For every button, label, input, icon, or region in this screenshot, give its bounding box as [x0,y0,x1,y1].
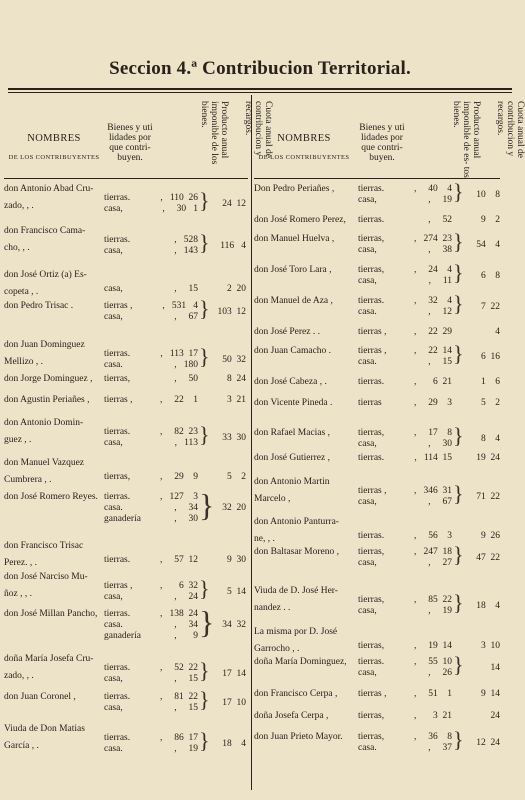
property-type: tierras , [104,395,133,405]
brace-mark: } [453,423,464,448]
property-type: tierras , [104,301,133,311]
contributor-name-line: don Antonio Abad Cru- [4,184,94,194]
tax-amount: 9 30 [227,555,246,565]
property-type: casa. [104,620,123,630]
property-type: tierras. [358,215,385,225]
contributor-name [4,392,104,409]
contributor-name-line: guez , . [4,435,32,445]
contributor-name [4,371,104,388]
page-title: Seccion 4.ª Contribucion Territorial. [109,58,411,79]
product-value: , 57 12 [160,555,198,565]
property-type: tierras , [358,486,387,496]
product-value: , 346 31 [414,486,452,496]
tax-amount: 5 14 [227,586,246,597]
contributor-name-line: don Pedro Trisac . [4,301,74,311]
property-type: tierras, [358,234,385,244]
property-type: tierras. [104,692,131,702]
product-value: , 15 [428,357,452,367]
contributor-name-line: don Juan Camacho . [254,346,332,356]
product-value: , 30 [174,514,198,524]
right-header [254,95,525,178]
contributor-name-line: don Manuel de Aza , [254,296,333,306]
header-cuota-right: Cuota anual de contribucion y recargos. [495,101,525,158]
contributor-name-line: don Manuel Huelva , [254,234,335,244]
contributor-name-line: Viuda de Don Matias [4,724,85,734]
product-value: , 110 26 [160,193,198,203]
product-value: , 67 [174,312,198,322]
brace-mark: } [199,487,215,523]
product-value: , 56 3 [414,531,452,541]
product-value: , 274 23 [414,234,452,244]
property-type: tierras. [104,193,131,203]
brace-mark: } [453,341,464,366]
contributor-name-line: don Antonio Domin- [4,418,84,428]
contributor-name-line: don José Romero Reyes. [4,492,98,502]
contributor-name [254,729,354,746]
brace-mark: } [453,291,464,316]
brace-mark: } [199,728,210,753]
tax-amount: 14 [490,662,500,673]
property-type: casa, [104,284,123,294]
contributor-name-line: don Agustin Periañes , [4,395,90,405]
property-type: tierras, [358,711,385,721]
brace-mark: } [199,604,215,640]
contributor-name-line: don José Romero Perez, [254,215,346,225]
contributor-name-line: Mellizo , . [4,357,44,367]
contributor-name [254,514,354,548]
contributor-name [4,298,104,315]
brace-mark: } [199,230,210,255]
contributor-name [254,624,354,658]
product-value: , 40 4 [414,184,452,194]
top-rule [8,88,512,90]
property-type: casa. [358,357,377,367]
tax-amount: 103 12 [217,306,246,317]
contributor-name [254,343,354,360]
contributor-name-line: Garrocho , . [254,644,300,654]
product-value: , 81 22 [160,692,198,702]
product-value: , 3 21 [414,711,452,721]
property-type: tierras. [104,555,131,565]
property-type: casa, [104,703,123,713]
product-value: , 34 [174,503,198,513]
property-type: casa. [358,307,377,317]
brace-mark: } [199,658,210,683]
tax-amount: 4 [495,327,500,337]
product-value: , 113 [174,438,198,448]
brace-mark: } [199,188,210,213]
tax-amount: 12 24 [476,737,500,748]
contributor-name-line: nandez . . [254,603,291,613]
tax-amount: 1 6 [481,377,500,387]
product-value: , 29 3 [414,398,452,408]
property-type: casa, [358,606,377,616]
contributor-name [4,489,104,506]
tax-amount: 71 22 [476,491,500,502]
tax-amount: 50 32 [222,354,246,365]
brace-mark: } [453,652,464,677]
product-value: , 38 [428,245,452,255]
header-bienes-right: Bienes y uti lidades por que contri- buyen. [359,123,405,163]
tax-amount: 17 14 [222,668,246,679]
tax-amount: 3 10 [481,641,500,651]
contributor-name-line: zado, , . [4,201,34,211]
contributor-name-line: don Juan Prieto Mayor. [254,732,343,742]
product-value: , 6 32 [160,581,198,591]
contributor-name [4,337,104,371]
product-value: , 67 [428,497,452,507]
brace-mark: } [199,576,210,601]
brace-mark: } [453,542,464,567]
property-type: tierras. [104,427,131,437]
contributor-name-line: Viuda de D. José Her- [254,586,338,596]
contributor-name-line: don Francisco Cama- [4,226,86,236]
contributor-name-line: La misma por D. José [254,627,338,637]
contributor-name [254,231,354,248]
product-value: , 528 [174,235,198,245]
contributor-name [254,686,354,703]
product-value: , 50 [174,374,198,384]
contributor-name [254,544,354,561]
tax-amount: 18 4 [222,738,246,749]
contributor-name-line: ne, , . [254,534,275,544]
left-header [4,95,273,178]
product-value: , 17 8 [414,428,452,438]
brace-mark: } [453,590,464,615]
product-value: , 6 21 [414,377,452,387]
product-value: , 22 29 [414,327,452,337]
tax-amount: 6 8 [481,270,500,281]
contributor-name-line: don José Gutierrez , [254,453,330,463]
brace-mark: } [199,687,210,712]
brace-mark: } [453,260,464,285]
property-type: casa. [358,743,377,753]
contributor-name-line: don Antonio Panturra- [254,517,339,527]
header-producto-right: Producto anual imponible de es- tos bienes. [451,101,481,178]
property-type: casa, [358,439,377,449]
tax-amount: 9 14 [481,689,500,699]
product-value: , 531 4 [162,301,198,311]
right-column [254,95,525,800]
contributor-name-line: don Francisco Cerpa , [254,689,338,699]
product-value: , 52 22 [160,663,198,673]
property-type: tierras , [358,346,387,356]
contributor-name [4,569,104,603]
tax-amount: 32 20 [222,503,246,513]
contributor-name [4,651,104,685]
property-type: tierras. [358,296,385,306]
property-type: tierras, [104,374,131,384]
top-rule-thin [8,92,512,93]
contributor-name-line: don Juan Dominguez [4,340,85,350]
brace-mark: } [199,422,210,447]
contributor-name-line: García , . [4,741,39,751]
contributor-name-line: doña Josefa Cerpa , [254,711,329,721]
property-type: casa. [104,744,123,754]
contributor-name-line: Marcelo , [254,494,291,504]
contributor-name-line: don Baltasar Moreno , [254,547,339,557]
contributor-name-line: don Vicente Pineda . [254,398,333,408]
property-type: casa, [358,245,377,255]
contributor-name [254,583,354,617]
header-names [4,133,104,163]
property-type: tierras. [104,492,131,502]
tax-amount: 9 26 [481,531,500,541]
tax-amount: 10 8 [476,189,500,200]
brace-mark: } [453,727,464,752]
contributor-name-line: don Manuel Vazquez [4,458,85,468]
property-type: tierras. [358,184,385,194]
contributor-name-line: ñoz , , . [4,589,32,599]
contributor-name-line: cho, , . [4,243,30,253]
product-value: , 51 1 [414,689,452,699]
contributor-name [4,721,104,755]
tax-amount: 9 2 [481,215,500,225]
property-type: casa. [104,503,123,513]
property-type: casa, [104,312,123,322]
header-cuota: Cuota anual de contribucion y recargos. [243,101,273,158]
product-value: , 32 4 [414,296,452,306]
tax-amount: 3 21 [227,395,246,405]
product-value: , 85 22 [414,595,452,605]
contributor-name [4,538,104,572]
product-value: , 15 [174,703,198,713]
product-value: , 34 [174,620,198,630]
product-value: , 24 4 [414,265,452,275]
tax-amount: 33 30 [222,432,246,443]
property-type: tierras, [358,265,385,275]
contributor-name-line: don José Toro Lara , [254,265,332,275]
property-type: tierras, [358,547,385,557]
contributor-name-line: don José Perez . . [254,327,320,337]
product-value: , 26 [428,668,452,678]
header-producto: Producto anual imponible de los bienes. [199,101,229,165]
tax-amount: 18 4 [476,600,500,611]
contributor-name [4,223,104,257]
header-names-right [254,133,354,163]
contributor-name-line: don José Millan Pancho, [4,609,98,619]
property-type: casa, [358,668,377,678]
product-value: , 36 8 [414,732,452,742]
product-value: , 24 [174,592,198,602]
contributor-name [254,262,354,279]
contributor-name-line: don Juan Coronel , [4,692,76,702]
contributor-name-line: Don Pedro Periañes , [254,184,335,194]
property-type: tierras , [358,689,387,699]
property-type: tierras. [104,235,131,245]
property-type: casa, [104,592,123,602]
property-type: casa, [358,276,377,286]
contributor-name-line: doña María Josefa Cru- [4,654,94,664]
contributor-name-line: don José Ortiz (a) Es- [4,270,87,280]
property-type: tierras, [358,641,385,651]
contributor-name [254,450,354,467]
product-value: , 143 [174,246,198,256]
header-bienes: Bienes y uti lidades por que contri- buyen. [107,123,153,163]
property-type: tierras, [358,428,385,438]
contributor-name [254,654,354,671]
tax-amount: 17 10 [222,697,246,708]
product-value: , 22 14 [414,346,452,356]
contributor-name-line: don Rafael Macias , [254,428,330,438]
product-value: , 19 [428,606,452,616]
contributor-name [4,455,104,489]
header-names-title-right: NOMBRES [277,133,331,144]
contributor-name [254,293,354,310]
product-value: , 12 [428,307,452,317]
property-type: ganadería [104,514,141,524]
tax-amount: 54 4 [476,239,500,250]
product-value: , 86 17 [160,733,198,743]
property-type: tierras. [104,609,131,619]
product-value: , 114 15 [414,453,452,463]
product-value: , 180 [174,360,198,370]
header-names-subtitle: DE LOS CONTRIBUYENTES [8,154,100,161]
contributor-name [254,212,354,229]
product-value: , 27 [428,558,452,568]
product-value: , 19 14 [414,641,452,651]
property-type: tierras. [104,733,131,743]
property-type: casa, [104,438,123,448]
property-type: casa, [104,674,123,684]
product-value: , 127 3 [160,492,198,502]
property-type: tierras. [358,531,385,541]
tax-amount: 47 22 [476,552,500,563]
tax-amount: 8 4 [481,433,500,444]
product-value: , 247 18 [414,547,452,557]
product-value: , 29 9 [160,472,198,482]
contributor-name [4,267,104,301]
brace-mark: } [199,344,210,369]
tax-amount: 5 2 [481,398,500,408]
property-type: casa, [358,195,377,205]
property-type: ganadería [104,631,141,641]
product-value: , 30 1 [162,204,198,214]
contributor-name-line: zado, , . [4,671,34,681]
tax-amount: 5 2 [227,472,246,482]
property-type: casa. [104,360,123,370]
product-value: , 82 23 [160,427,198,437]
product-value: , 37 [428,743,452,753]
product-value: , 138 24 [160,609,198,619]
product-value: , 11 [428,276,452,286]
contributor-name [254,181,354,198]
tax-amount: 6 16 [481,351,500,362]
product-value: , 9 [174,631,198,641]
brace-mark: } [453,229,464,254]
contributor-name-line: don Jorge Dominguez , [4,374,93,384]
property-type: tierras. [358,657,385,667]
contributor-name-line: copeta , . [4,287,39,297]
property-type: tierras. [358,377,385,387]
product-value: , 113 17 [160,349,198,359]
brace-mark: } [199,296,210,321]
brace-mark: } [453,179,464,204]
tax-amount: 7 22 [481,301,500,312]
product-value: , 30 [428,439,452,449]
tax-amount: 24 12 [222,198,246,209]
contributor-name-line: doña María Dominguez, [254,657,347,667]
contributor-name [254,374,354,391]
property-type: casa, [104,204,123,214]
contributor-name [254,324,354,341]
header-names-subtitle-right: DE LOS CONTRIBUYENTES [258,154,350,161]
product-value: , 52 [428,215,452,225]
tax-amount: 19 24 [476,453,500,463]
contributor-name-line: don Francisco Trisac [4,541,84,551]
property-type: casa, [104,246,123,256]
property-type: tierras, [104,472,131,482]
tax-amount: 34 32 [222,620,246,630]
contributor-name [4,181,104,215]
product-value: , 15 [174,284,198,294]
tax-amount: 2 20 [227,284,246,294]
product-value: , 15 [174,674,198,684]
contributor-name [4,689,104,706]
property-type: tierras. [358,453,385,463]
header-names-title: NOMBRES [27,133,81,144]
property-type: tierras [358,398,382,408]
property-type: casa, [358,558,377,568]
contributor-name [4,606,104,623]
contributor-name [254,474,354,508]
contributor-name-line: don José Narciso Mu- [4,572,88,582]
property-type: tierras, [358,595,385,605]
contributor-name [254,425,354,442]
property-type: tierras , [358,327,387,337]
brace-mark: } [453,481,464,506]
contributor-name [254,708,354,725]
contributor-name [254,395,354,412]
product-value: , 22 1 [160,395,198,405]
contributor-name-line: Perez. , . [4,558,37,568]
product-value: , 19 [174,744,198,754]
property-type: tierras , [104,581,133,591]
property-type: casa, [358,497,377,507]
tax-amount: 24 [490,711,500,721]
product-value: , 19 [428,195,452,205]
contributor-name-line: don Antonio Martin [254,477,330,487]
contributor-name [4,415,104,449]
tax-amount: 8 24 [227,374,246,384]
product-value: , 55 10 [414,657,452,667]
contributor-name-line: don José Cabeza , . [254,377,327,387]
column-divider [251,95,252,790]
tax-amount: 116 4 [220,240,246,251]
property-type: tierras, [358,732,385,742]
contributor-name-line: Cumbrera , . [4,475,52,485]
property-type: tierras. [104,663,131,673]
property-type: tierras. [104,349,131,359]
